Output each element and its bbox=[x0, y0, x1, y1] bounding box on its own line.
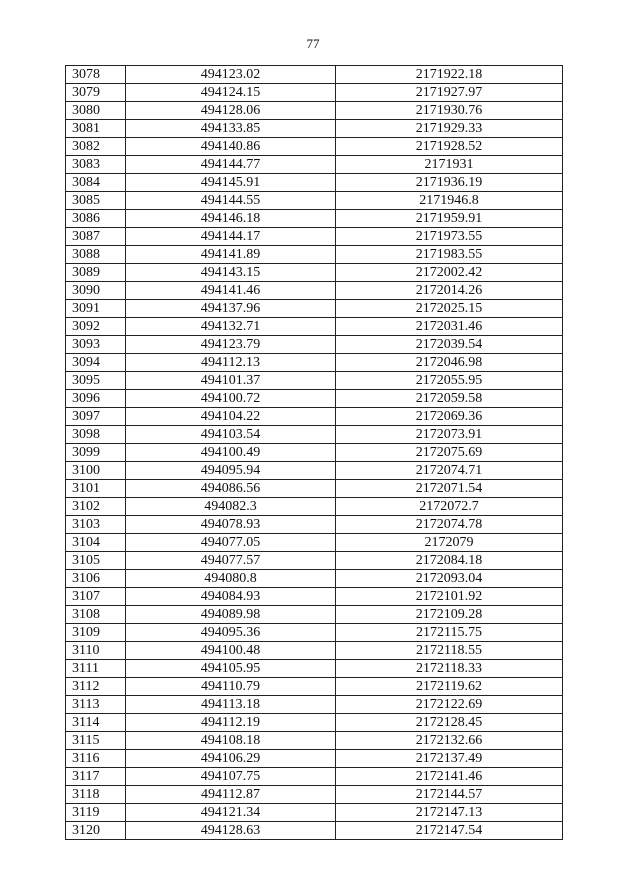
point-number-cell: 3118 bbox=[66, 786, 126, 804]
x-coordinate-cell: 494113.18 bbox=[126, 696, 336, 714]
point-number-cell: 3078 bbox=[66, 66, 126, 84]
x-coordinate-cell: 494103.54 bbox=[126, 426, 336, 444]
table-row bbox=[66, 804, 563, 822]
y-coordinate-cell: 2172147.54 bbox=[336, 822, 563, 840]
table-row bbox=[66, 678, 563, 696]
y-coordinate-cell: 2172046.98 bbox=[336, 354, 563, 372]
x-coordinate-cell: 494128.06 bbox=[126, 102, 336, 120]
table-row bbox=[66, 570, 563, 588]
x-coordinate-cell: 494146.18 bbox=[126, 210, 336, 228]
x-coordinate-cell: 494100.72 bbox=[126, 390, 336, 408]
point-number-cell: 3093 bbox=[66, 336, 126, 354]
y-coordinate-cell: 2172128.45 bbox=[336, 714, 563, 732]
y-coordinate-cell: 2171973.55 bbox=[336, 228, 563, 246]
point-number-cell: 3081 bbox=[66, 120, 126, 138]
point-number-cell: 3111 bbox=[66, 660, 126, 678]
table-row bbox=[66, 480, 563, 498]
x-coordinate-cell: 494082.3 bbox=[126, 498, 336, 516]
point-number-cell: 3114 bbox=[66, 714, 126, 732]
point-number-cell: 3107 bbox=[66, 588, 126, 606]
point-number-cell: 3120 bbox=[66, 822, 126, 840]
page-number: 77 bbox=[306, 36, 320, 51]
y-coordinate-cell: 2172118.55 bbox=[336, 642, 563, 660]
point-number-cell: 3086 bbox=[66, 210, 126, 228]
y-coordinate-cell: 2172074.78 bbox=[336, 516, 563, 534]
x-coordinate-cell: 494101.37 bbox=[126, 372, 336, 390]
point-number-cell: 3115 bbox=[66, 732, 126, 750]
point-number-cell: 3104 bbox=[66, 534, 126, 552]
y-coordinate-cell: 2172074.71 bbox=[336, 462, 563, 480]
point-number-cell: 3101 bbox=[66, 480, 126, 498]
table-row bbox=[66, 642, 563, 660]
x-coordinate-cell: 494123.79 bbox=[126, 336, 336, 354]
y-coordinate-cell: 2172115.75 bbox=[336, 624, 563, 642]
table-row bbox=[66, 282, 563, 300]
table-row bbox=[66, 588, 563, 606]
y-coordinate-cell: 2172118.33 bbox=[336, 660, 563, 678]
x-coordinate-cell: 494132.71 bbox=[126, 318, 336, 336]
table-row bbox=[66, 300, 563, 318]
x-coordinate-cell: 494121.34 bbox=[126, 804, 336, 822]
x-coordinate-cell: 494141.89 bbox=[126, 246, 336, 264]
table-row bbox=[66, 624, 563, 642]
y-coordinate-cell: 2172055.95 bbox=[336, 372, 563, 390]
point-number-cell: 3117 bbox=[66, 768, 126, 786]
point-number-cell: 3094 bbox=[66, 354, 126, 372]
table-row bbox=[66, 336, 563, 354]
point-number-cell: 3096 bbox=[66, 390, 126, 408]
x-coordinate-cell: 494133.85 bbox=[126, 120, 336, 138]
x-coordinate-cell: 494078.93 bbox=[126, 516, 336, 534]
y-coordinate-cell: 2171936.19 bbox=[336, 174, 563, 192]
y-coordinate-cell: 2172144.57 bbox=[336, 786, 563, 804]
point-number-cell: 3082 bbox=[66, 138, 126, 156]
point-number-cell: 3100 bbox=[66, 462, 126, 480]
table-row bbox=[66, 444, 563, 462]
table-row bbox=[66, 768, 563, 786]
y-coordinate-cell: 2172132.66 bbox=[336, 732, 563, 750]
table-row bbox=[66, 66, 563, 84]
table-row bbox=[66, 156, 563, 174]
x-coordinate-cell: 494112.87 bbox=[126, 786, 336, 804]
x-coordinate-cell: 494137.96 bbox=[126, 300, 336, 318]
x-coordinate-cell: 494112.13 bbox=[126, 354, 336, 372]
point-number-cell: 3106 bbox=[66, 570, 126, 588]
table-row bbox=[66, 660, 563, 678]
y-coordinate-cell: 2172039.54 bbox=[336, 336, 563, 354]
table-row bbox=[66, 210, 563, 228]
table-row bbox=[66, 192, 563, 210]
table-row bbox=[66, 408, 563, 426]
x-coordinate-cell: 494144.55 bbox=[126, 192, 336, 210]
y-coordinate-cell: 2171928.52 bbox=[336, 138, 563, 156]
point-number-cell: 3089 bbox=[66, 264, 126, 282]
y-coordinate-cell: 2172014.26 bbox=[336, 282, 563, 300]
y-coordinate-cell: 2171946.8 bbox=[336, 192, 563, 210]
x-coordinate-cell: 494106.29 bbox=[126, 750, 336, 768]
point-number-cell: 3080 bbox=[66, 102, 126, 120]
x-coordinate-cell: 494080.8 bbox=[126, 570, 336, 588]
y-coordinate-cell: 2172025.15 bbox=[336, 300, 563, 318]
point-number-cell: 3092 bbox=[66, 318, 126, 336]
y-coordinate-cell: 2172072.7 bbox=[336, 498, 563, 516]
table-row bbox=[66, 372, 563, 390]
table-row bbox=[66, 534, 563, 552]
x-coordinate-cell: 494128.63 bbox=[126, 822, 336, 840]
x-coordinate-cell: 494141.46 bbox=[126, 282, 336, 300]
x-coordinate-cell: 494077.05 bbox=[126, 534, 336, 552]
x-coordinate-cell: 494095.94 bbox=[126, 462, 336, 480]
table-row bbox=[66, 354, 563, 372]
point-number-cell: 3103 bbox=[66, 516, 126, 534]
table-row bbox=[66, 246, 563, 264]
table-row bbox=[66, 264, 563, 282]
x-coordinate-cell: 494144.77 bbox=[126, 156, 336, 174]
point-number-cell: 3083 bbox=[66, 156, 126, 174]
coordinates-table-body bbox=[66, 66, 563, 840]
y-coordinate-cell: 2172101.92 bbox=[336, 588, 563, 606]
point-number-cell: 3110 bbox=[66, 642, 126, 660]
point-number-cell: 3099 bbox=[66, 444, 126, 462]
y-coordinate-cell: 2171927.97 bbox=[336, 84, 563, 102]
table-row bbox=[66, 174, 563, 192]
x-coordinate-cell: 494107.75 bbox=[126, 768, 336, 786]
table-row bbox=[66, 750, 563, 768]
y-coordinate-cell: 2172002.42 bbox=[336, 264, 563, 282]
table-row bbox=[66, 318, 563, 336]
x-coordinate-cell: 494143.15 bbox=[126, 264, 336, 282]
y-coordinate-cell: 2172122.69 bbox=[336, 696, 563, 714]
y-coordinate-cell: 2172059.58 bbox=[336, 390, 563, 408]
x-coordinate-cell: 494084.93 bbox=[126, 588, 336, 606]
table-row bbox=[66, 516, 563, 534]
x-coordinate-cell: 494112.19 bbox=[126, 714, 336, 732]
x-coordinate-cell: 494105.95 bbox=[126, 660, 336, 678]
table-row bbox=[66, 228, 563, 246]
y-coordinate-cell: 2171959.91 bbox=[336, 210, 563, 228]
table-row bbox=[66, 786, 563, 804]
table-row bbox=[66, 462, 563, 480]
point-number-cell: 3098 bbox=[66, 426, 126, 444]
point-number-cell: 3084 bbox=[66, 174, 126, 192]
point-number-cell: 3112 bbox=[66, 678, 126, 696]
point-number-cell: 3088 bbox=[66, 246, 126, 264]
y-coordinate-cell: 2172031.46 bbox=[336, 318, 563, 336]
y-coordinate-cell: 2171929.33 bbox=[336, 120, 563, 138]
point-number-cell: 3109 bbox=[66, 624, 126, 642]
x-coordinate-cell: 494095.36 bbox=[126, 624, 336, 642]
point-number-cell: 3090 bbox=[66, 282, 126, 300]
point-number-cell: 3113 bbox=[66, 696, 126, 714]
x-coordinate-cell: 494086.56 bbox=[126, 480, 336, 498]
x-coordinate-cell: 494145.91 bbox=[126, 174, 336, 192]
x-coordinate-cell: 494100.49 bbox=[126, 444, 336, 462]
y-coordinate-cell: 2172073.91 bbox=[336, 426, 563, 444]
y-coordinate-cell: 2172079 bbox=[336, 534, 563, 552]
point-number-cell: 3097 bbox=[66, 408, 126, 426]
x-coordinate-cell: 494124.15 bbox=[126, 84, 336, 102]
point-number-cell: 3091 bbox=[66, 300, 126, 318]
table-row bbox=[66, 498, 563, 516]
x-coordinate-cell: 494123.02 bbox=[126, 66, 336, 84]
x-coordinate-cell: 494140.86 bbox=[126, 138, 336, 156]
table-row bbox=[66, 732, 563, 750]
y-coordinate-cell: 2171983.55 bbox=[336, 246, 563, 264]
y-coordinate-cell: 2172093.04 bbox=[336, 570, 563, 588]
y-coordinate-cell: 2172141.46 bbox=[336, 768, 563, 786]
x-coordinate-cell: 494077.57 bbox=[126, 552, 336, 570]
y-coordinate-cell: 2172147.13 bbox=[336, 804, 563, 822]
y-coordinate-cell: 2172071.54 bbox=[336, 480, 563, 498]
y-coordinate-cell: 2171931 bbox=[336, 156, 563, 174]
y-coordinate-cell: 2172075.69 bbox=[336, 444, 563, 462]
coordinates-table bbox=[65, 65, 563, 840]
y-coordinate-cell: 2172137.49 bbox=[336, 750, 563, 768]
x-coordinate-cell: 494110.79 bbox=[126, 678, 336, 696]
table-row bbox=[66, 120, 563, 138]
table-row bbox=[66, 390, 563, 408]
x-coordinate-cell: 494104.22 bbox=[126, 408, 336, 426]
y-coordinate-cell: 2171922.18 bbox=[336, 66, 563, 84]
x-coordinate-cell: 494089.98 bbox=[126, 606, 336, 624]
y-coordinate-cell: 2171930.76 bbox=[336, 102, 563, 120]
table-row bbox=[66, 606, 563, 624]
table-row bbox=[66, 696, 563, 714]
table-row bbox=[66, 84, 563, 102]
point-number-cell: 3095 bbox=[66, 372, 126, 390]
y-coordinate-cell: 2172119.62 bbox=[336, 678, 563, 696]
y-coordinate-cell: 2172109.28 bbox=[336, 606, 563, 624]
y-coordinate-cell: 2172069.36 bbox=[336, 408, 563, 426]
table-row bbox=[66, 822, 563, 840]
point-number-cell: 3108 bbox=[66, 606, 126, 624]
table-row bbox=[66, 552, 563, 570]
table-row bbox=[66, 426, 563, 444]
table-row bbox=[66, 102, 563, 120]
x-coordinate-cell: 494100.48 bbox=[126, 642, 336, 660]
table-row bbox=[66, 714, 563, 732]
y-coordinate-cell: 2172084.18 bbox=[336, 552, 563, 570]
point-number-cell: 3116 bbox=[66, 750, 126, 768]
x-coordinate-cell: 494144.17 bbox=[126, 228, 336, 246]
point-number-cell: 3087 bbox=[66, 228, 126, 246]
x-coordinate-cell: 494108.18 bbox=[126, 732, 336, 750]
point-number-cell: 3119 bbox=[66, 804, 126, 822]
point-number-cell: 3085 bbox=[66, 192, 126, 210]
point-number-cell: 3102 bbox=[66, 498, 126, 516]
point-number-cell: 3105 bbox=[66, 552, 126, 570]
point-number-cell: 3079 bbox=[66, 84, 126, 102]
table-row bbox=[66, 138, 563, 156]
